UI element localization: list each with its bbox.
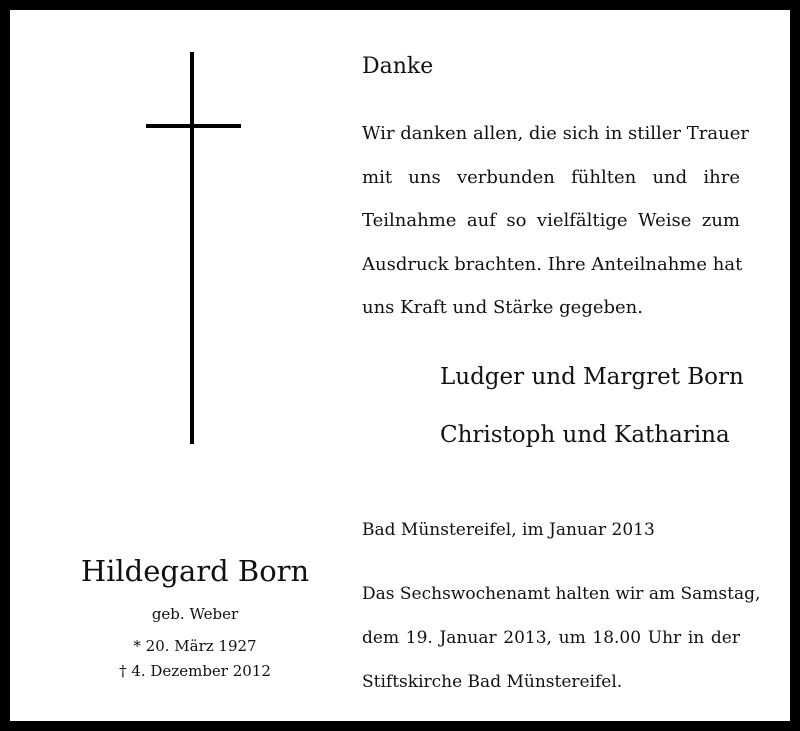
cross-horizontal-bar [146,124,241,128]
obituary-card [10,10,790,721]
birth-date: * 20. März 1927 [133,637,257,655]
thanks-line: mit uns verbunden fühlten und ihre [362,166,740,188]
signature-line: Ludger und Margret Born [440,364,744,390]
thanks-line: Ausdruck brachten. Ihre Anteilnahme hat [362,253,743,275]
mass-line: Stiftskirche Bad Münstereifel. [362,672,623,692]
death-date: † 4. Dezember 2012 [119,662,271,680]
thanks-heading: Danke [362,54,434,79]
mass-line: dem 19. Januar 2013, um 18.00 Uhr in der [362,628,740,648]
thanks-line: uns Kraft und Stärke gegeben. [362,297,643,318]
maiden-name: geb. Weber [151,605,239,623]
cross-vertical-bar [190,52,194,444]
mass-line: Das Sechswochenamt halten wir am Samstag, [362,584,761,604]
signature-line: Christoph und Katharina [440,422,730,448]
thanks-line: Teilnahme auf so vielfältige Weise zum [362,210,740,231]
thanks-line: Wir danken allen, die sich in stiller Trauer [362,123,749,144]
thanks-text [362,112,749,330]
mass-announcement [362,572,761,704]
deceased-name: Hildegard Born [80,554,310,588]
place-date: Bad Münstereifel, im Januar 2013 [362,520,655,540]
